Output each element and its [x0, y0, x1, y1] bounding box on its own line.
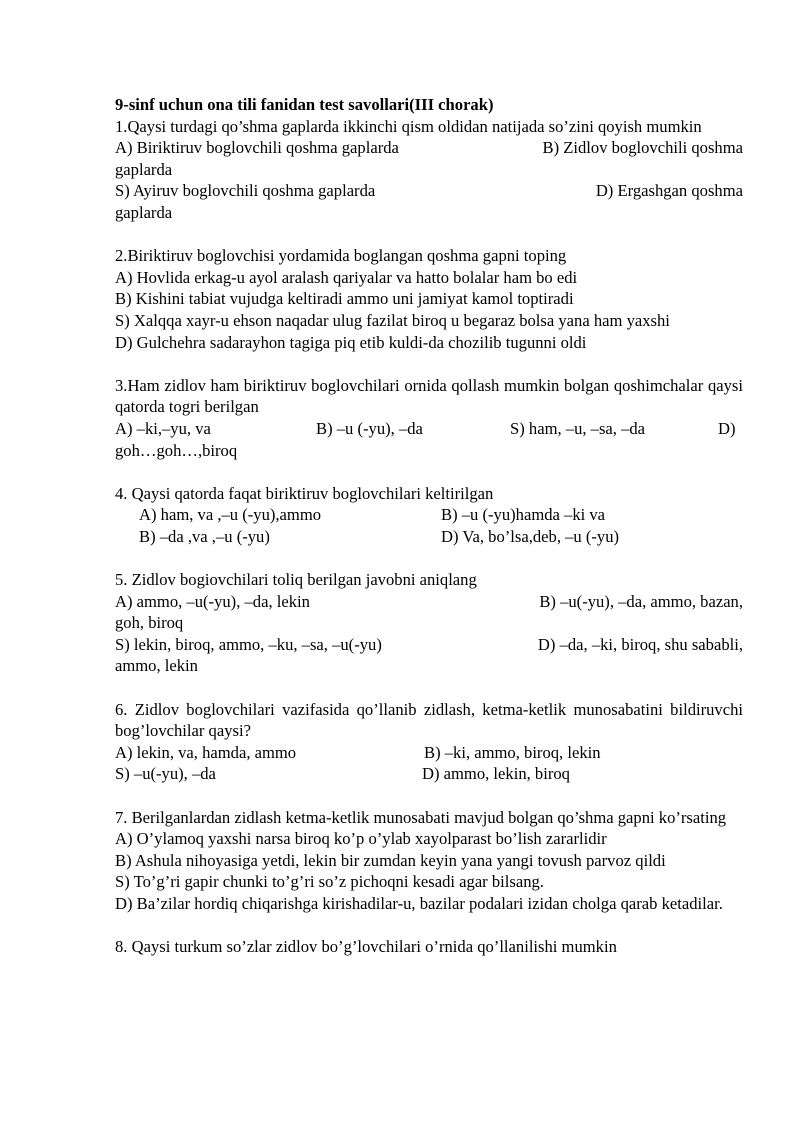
question-3-text: 3.Ham zidlov ham biriktiruv boglovchilari ornida qollash mumkin bolgan qoshimchalar qaysi qatorda togri berilgan — [115, 375, 743, 417]
question-7-text: 7. Berilganlardan zidlash ketma-ketlik munosabati mavjud bolgan qo’shma gapni ko’rsating — [115, 807, 727, 827]
question-7-option-d: D) Ba’zilar hordiq chiqarishga kirishadilar-u, bazilar podalari izidan cholga qarab ketadilar. — [115, 893, 723, 913]
question-8-text: 8. Qaysi turkum so’zlar zidlov bo’g’lovchilari o’rnida qo’llanilishi mumkin — [115, 937, 617, 957]
question-6-option-a: A) lekin, va, hamda, ammo — [115, 742, 297, 762]
question-1-option-d-cont: gaplarda — [115, 202, 173, 222]
question-4-option-b2: B) –da ,va ,–u (-yu) — [139, 526, 270, 546]
question-2-option-a: A) Hovlida erkag-u ayol aralash qariyalar va hatto bolalar ham bo edi — [115, 267, 578, 287]
question-1 — [115, 116, 743, 224]
question-5 — [115, 569, 743, 677]
question-3-option-d: D) — [718, 418, 736, 438]
question-5-option-s: S) lekin, biroq, ammo, –ku, –sa, –u(-yu) — [115, 634, 382, 654]
question-5-option-d-cont: ammo, lekin — [115, 656, 198, 676]
question-6-option-s: S) –u(-yu), –da — [115, 764, 216, 784]
question-1-option-s: S) Ayiruv boglovchili qoshma gaplarda — [115, 181, 376, 201]
question-5-option-d: D) –da, –ki, biroq, shu sababli, — [537, 634, 743, 654]
question-2-option-b: B) Kishini tabiat vujudga keltiradi ammo uni jamiyat kamol toptiradi — [115, 289, 574, 309]
question-5-option-a: A) ammo, –u(-yu), –da, lekin — [115, 591, 310, 611]
question-3 — [115, 375, 743, 461]
question-1-option-b: B) Zidlov boglovchili qoshma — [542, 138, 743, 158]
question-5-option-b: B) –u(-yu), –da, ammo, bazan, — [539, 591, 743, 611]
question-6-option-d: D) ammo, lekin, biroq — [422, 764, 570, 784]
question-1-option-a: A) Biriktiruv boglovchili qoshma gaplarda — [115, 138, 399, 158]
document-page — [115, 94, 743, 958]
question-3-option-s: S) ham, –u, –sa, –da — [510, 418, 646, 438]
question-6-row-ab — [115, 742, 743, 764]
question-5-row-sd — [115, 634, 743, 656]
question-6 — [115, 699, 743, 785]
question-4-option-d: D) Va, bo’lsa,deb, –u (-yu) — [441, 526, 620, 546]
question-2-option-s: S) Xalqqa xayr-u ehson naqadar ulug fazilat biroq u begaraz bolsa yana ham yaxshi — [115, 310, 670, 330]
question-4-row-2 — [115, 526, 743, 548]
question-1-option-b-cont: gaplarda — [115, 159, 173, 179]
question-7-option-s: S) To’g’ri gapir chunki to’g’ri so’z pichoqni kesadi agar bilsang. — [115, 872, 544, 892]
question-2 — [115, 245, 743, 353]
question-1-row-ab — [115, 137, 743, 159]
question-7-option-b: B) Ashula nihoyasiga yetdi, lekin bir zumdan keyin yana yangi tovush parvoz qildi — [115, 850, 666, 870]
question-7 — [115, 807, 743, 915]
question-5-row-ab — [115, 591, 743, 613]
question-5-text: 5. Zidlov bogiovchilari toliq berilgan javobni aniqlang — [115, 570, 477, 590]
question-6-text: 6. Zidlov boglovchilari vazifasida qo’llanib zidlash, ketma-ketlik munosabatini bildiruvchi bog’lovchilar qaysi? — [115, 699, 743, 741]
question-4-row-1 — [115, 504, 743, 526]
question-2-text: 2.Biriktiruv boglovchisi yordamida boglangan qoshma gapni toping — [115, 246, 567, 266]
question-3-option-a: A) –ki,–yu, va — [115, 418, 211, 438]
question-3-option-d-cont: goh…goh…,biroq — [115, 440, 238, 460]
question-6-row-sd — [115, 763, 743, 785]
question-1-option-d: D) Ergashgan qoshma — [595, 181, 743, 201]
page-title: 9-sinf uchun ona tili fanidan test savollari(III chorak) — [115, 95, 494, 114]
question-7-option-a: A) O’ylamoq yaxshi narsa biroq ko’p o’ylab xayolparast bo’lish zararlidir — [115, 829, 607, 849]
question-1-row-sd — [115, 180, 743, 202]
question-1-text: 1.Qaysi turdagi qo’shma gaplarda ikkinchi qism oldidan natijada so’zini qoyish mumkin — [115, 116, 702, 136]
question-4-option-a: A) ham, va ,–u (-yu),ammo — [139, 505, 322, 525]
question-4-option-b1: B) –u (-yu)hamda –ki va — [441, 505, 606, 525]
question-6-option-b: B) –ki, ammo, biroq, lekin — [424, 742, 601, 762]
question-4-text: 4. Qaysi qatorda faqat biriktiruv boglovchilari keltirilgan — [115, 483, 494, 503]
question-4 — [115, 483, 743, 548]
question-5-option-b-cont: goh, biroq — [115, 613, 184, 633]
question-2-option-d: D) Gulchehra sadarayhon tagiga piq etib kuldi-da chozilib tugunni oldi — [115, 332, 587, 352]
question-3-row-options — [115, 418, 743, 440]
question-3-option-b: B) –u (-yu), –da — [316, 418, 423, 438]
question-8 — [115, 936, 743, 958]
